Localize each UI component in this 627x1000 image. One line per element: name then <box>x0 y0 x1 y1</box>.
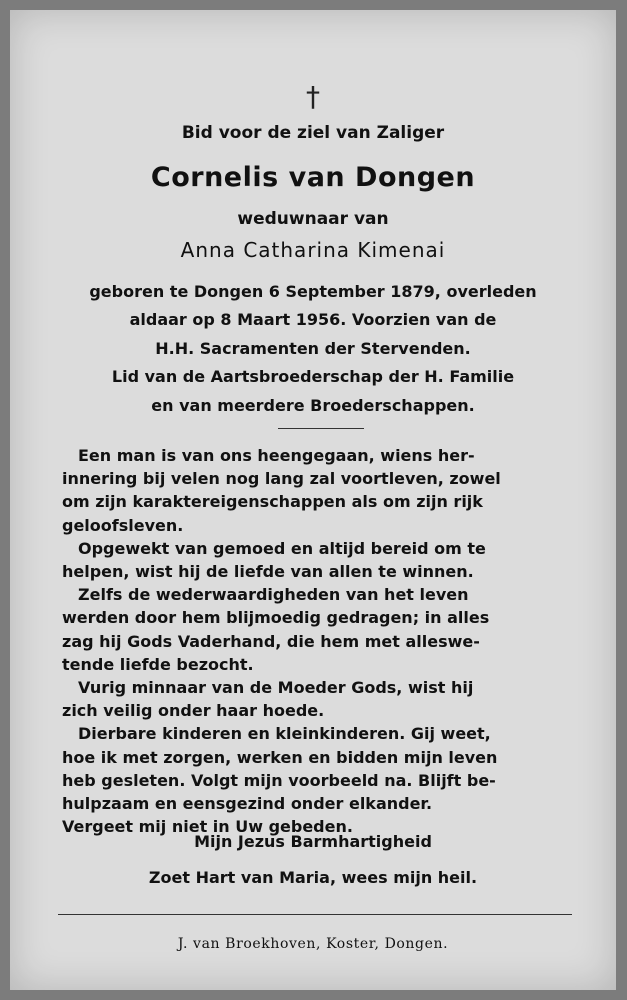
memorial-card <box>10 10 616 990</box>
relation-text: weduwnaar van <box>237 209 389 229</box>
text-line: zich veilig onder haar hoede. <box>62 701 325 721</box>
bio-line: en van meerdere Broederschappen. <box>151 395 475 415</box>
bio-line: H.H. Sacramenten der Stervenden. <box>155 338 471 358</box>
biography <box>10 278 616 420</box>
memorial-text <box>62 444 580 838</box>
text-line: Opgewekt van gemoed en altijd bereid om te <box>78 538 486 558</box>
bio-line: Lid van de Aartsbroederschap der H. Familie <box>111 367 515 387</box>
text-line: hulpzaam en eensgezind onder elkander. <box>62 794 433 814</box>
spouse-name: Anna Catharina Kimenai <box>180 238 446 262</box>
printer-credit: J. van Broekhoven, Koster, Dongen. <box>177 936 449 952</box>
text-line: Zelfs de wederwaardigheden van het leven <box>78 585 469 605</box>
text-line: tende liefde bezocht. <box>62 654 254 674</box>
text-line: Vergeet mij niet in Uw gebeden. <box>62 817 353 837</box>
prayer-line-1: Mijn Jezus Barmhartigheid <box>194 832 432 851</box>
text-line: zag hij Gods Vaderhand, die hem met alleswe- <box>62 631 480 651</box>
text-line: heb gesleten. Volgt mijn voorbeeld na. Blijft be- <box>62 770 496 790</box>
bio-line: geboren te Dongen 6 September 1879, overleden <box>89 282 537 301</box>
text-line: Een man is van ons heengegaan, wiens her- <box>78 446 475 465</box>
text-line: geloofsleven. <box>62 515 184 535</box>
footer-divider <box>58 914 572 915</box>
prayer-intro: Bid voor de ziel van Zaliger <box>181 123 445 143</box>
text-line: om zijn karaktereigenschappen als om zijn rijk <box>62 492 483 512</box>
text-line: Dierbare kinderen en kleinkinderen. Gij weet, <box>78 724 491 744</box>
short-divider <box>278 428 364 429</box>
prayer-line-2: Zoet Hart van Maria, wees mijn heil. <box>148 868 478 887</box>
cross-icon: † <box>306 80 320 113</box>
text-line: helpen, wist hij de liefde van allen te winnen. <box>62 562 474 582</box>
text-line: Vurig minnaar van de Moeder Gods, wist hij <box>78 678 474 698</box>
deceased-name: Cornelis van Dongen <box>150 162 476 193</box>
text-line: innering bij velen nog lang zal voortleven, zowel <box>62 469 501 489</box>
text-line: werden door hem blijmoedig gedragen; in alles <box>62 608 490 628</box>
bio-line: aldaar op 8 Maart 1956. Voorzien van de <box>129 310 497 330</box>
text-line: hoe ik met zorgen, werken en bidden mijn leven <box>62 747 498 767</box>
